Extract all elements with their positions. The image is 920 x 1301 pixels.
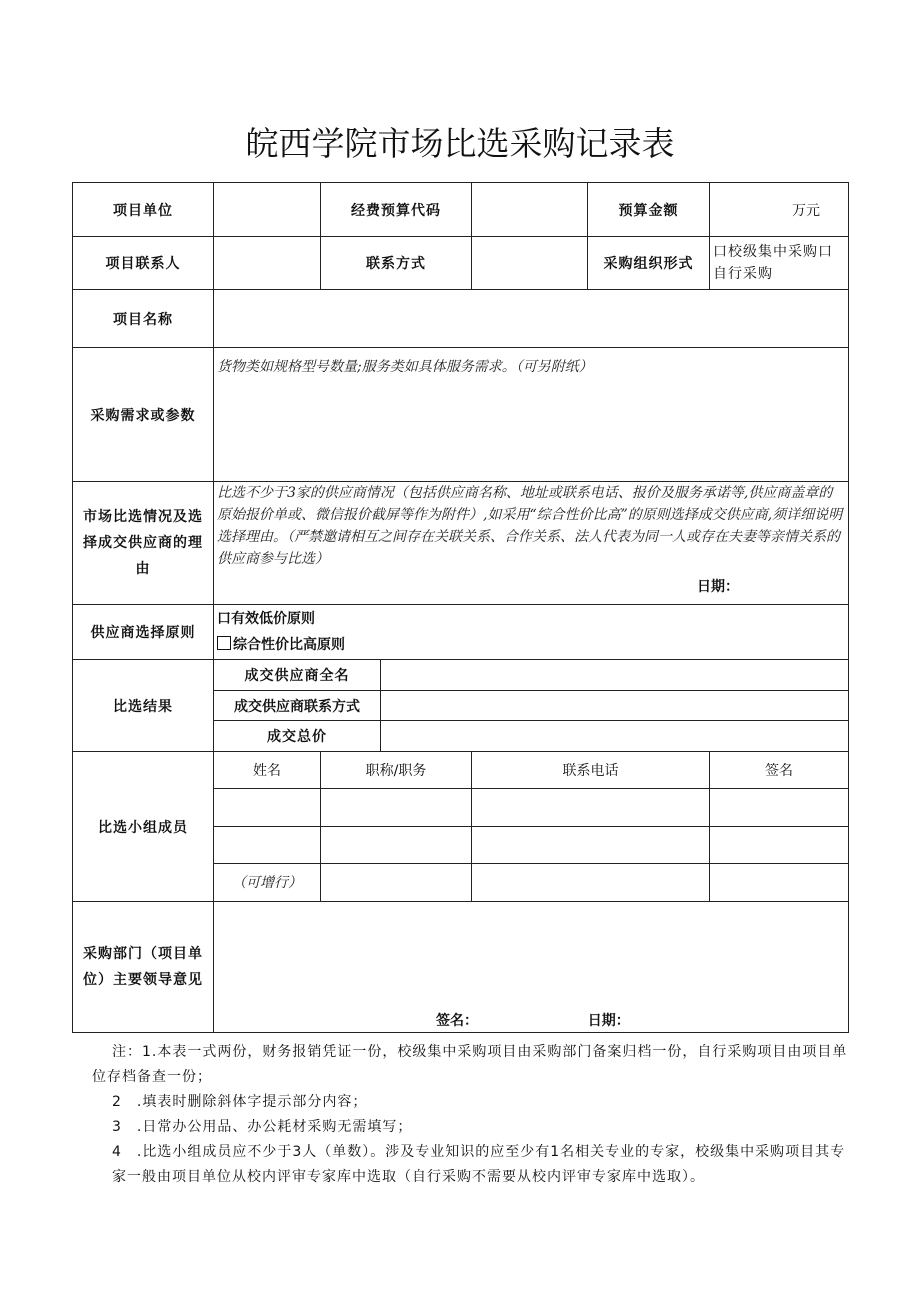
budget-code-field[interactable]	[472, 183, 588, 237]
project-unit-field[interactable]	[214, 183, 321, 237]
supplier-contact-label: 成交供应商联系方式	[214, 691, 381, 721]
requirements-hint: 货物类如规格型号数量;服务类如具体服务需求。（可另附纸）	[217, 359, 593, 375]
header-phone: 联系电话	[472, 752, 710, 789]
member-phone-cell[interactable]	[472, 827, 710, 864]
total-price-label: 成交总价	[214, 721, 381, 752]
procurement-form-table	[72, 182, 849, 1033]
requirements-field[interactable]	[214, 348, 849, 482]
member-signature-cell[interactable]	[710, 789, 849, 827]
extensible-note: （可增行）	[214, 864, 321, 902]
project-name-label: 项目名称	[73, 290, 214, 348]
budget-amount-field[interactable]	[710, 183, 849, 237]
org-form-label: 采购组织形式	[588, 237, 710, 290]
supplier-name-label: 成交供应商全名	[214, 660, 381, 691]
contact-person-field[interactable]	[214, 237, 321, 290]
header-title: 职称/职务	[321, 752, 472, 789]
checkbox-icon[interactable]	[217, 636, 231, 650]
supplier-contact-field[interactable]	[381, 691, 849, 721]
header-name: 姓名	[214, 752, 321, 789]
member-phone-cell[interactable]	[472, 789, 710, 827]
member-name-cell[interactable]	[214, 789, 321, 827]
page-title: 皖西学院市场比选采购记录表	[245, 124, 675, 163]
project-name-field[interactable]	[214, 290, 849, 348]
leader-opinion-field[interactable]	[214, 902, 849, 1033]
member-phone-cell[interactable]	[472, 864, 710, 902]
member-signature-cell[interactable]	[710, 864, 849, 902]
footnotes	[92, 1040, 852, 1190]
comparison-field[interactable]	[214, 482, 849, 605]
contact-method-label: 联系方式	[321, 237, 472, 290]
contact-person-label: 项目联系人	[73, 237, 214, 290]
total-price-field[interactable]	[381, 721, 849, 752]
member-title-cell[interactable]	[321, 827, 472, 864]
option-low-price[interactable]: 口有效低价原则	[217, 611, 315, 627]
principle-label: 供应商选择原则	[73, 605, 214, 660]
note-4: 4 .比选小组成员应不少于3人（单数）。涉及专业知识的应至少有1名相关专业的专家，校级集中采购项目其专家一般由项目单位从校内评审专家库中选取（自行采购不需要从校内评审专家库中选取）。	[112, 1144, 846, 1185]
header-signature: 签名	[710, 752, 849, 789]
note-3: 3 .日常办公用品、办公耗材采购无需填写；	[112, 1119, 413, 1135]
org-form-options[interactable]: 口校级集中采购口自行采购	[710, 237, 849, 290]
member-signature-cell[interactable]	[710, 827, 849, 864]
principle-options	[214, 605, 849, 660]
leader-date-label: 日期：	[587, 1013, 630, 1029]
requirements-label: 采购需求或参数	[73, 348, 214, 482]
note-2: 2 .填表时删除斜体字提示部分内容；	[112, 1094, 368, 1110]
project-unit-label: 项目单位	[73, 183, 214, 237]
supplier-name-field[interactable]	[381, 660, 849, 691]
leader-sign-line	[436, 1010, 630, 1030]
note-1: 注：1.本表一式两份，财务报销凭证一份，校级集中采购项目由采购部门备案归档一份，自行采购项目由项目单位存档备查一份；	[92, 1044, 848, 1085]
team-label: 比选小组成员	[73, 752, 214, 902]
comparison-label: 市场比选情况及选择成交供应商的理由	[73, 482, 214, 605]
budget-unit: 万元	[792, 202, 820, 219]
member-name-cell[interactable]	[214, 827, 321, 864]
contact-method-field[interactable]	[472, 237, 588, 290]
result-label: 比选结果	[73, 660, 214, 752]
option-best-value[interactable]: 综合性价比高原则	[217, 632, 845, 658]
sign-label: 签名：	[436, 1013, 478, 1029]
budget-amount-label: 预算金额	[588, 183, 710, 237]
member-title-cell[interactable]	[321, 789, 472, 827]
budget-code-label: 经费预算代码	[321, 183, 472, 237]
leader-opinion-label: 采购部门（项目单位）主要领导意见	[73, 902, 214, 1033]
comparison-hint: 比选不少于3家的供应商情况（包括供应商名称、地址或联系电话、报价及服务承诺等,供应商盖章的原始报价单或、微信报价截屏等作为附件）,如采用“综合性价比高”的原则选择成交供应商,须详细说明选择理由。（严禁邀请相互之间存在关联关系、合作关系、法人代表为同一人或存在夫妻等亲情关系的供应商参与比选）	[217, 485, 843, 567]
member-title-cell[interactable]	[321, 864, 472, 902]
comparison-date-label: 日期：	[697, 579, 739, 595]
